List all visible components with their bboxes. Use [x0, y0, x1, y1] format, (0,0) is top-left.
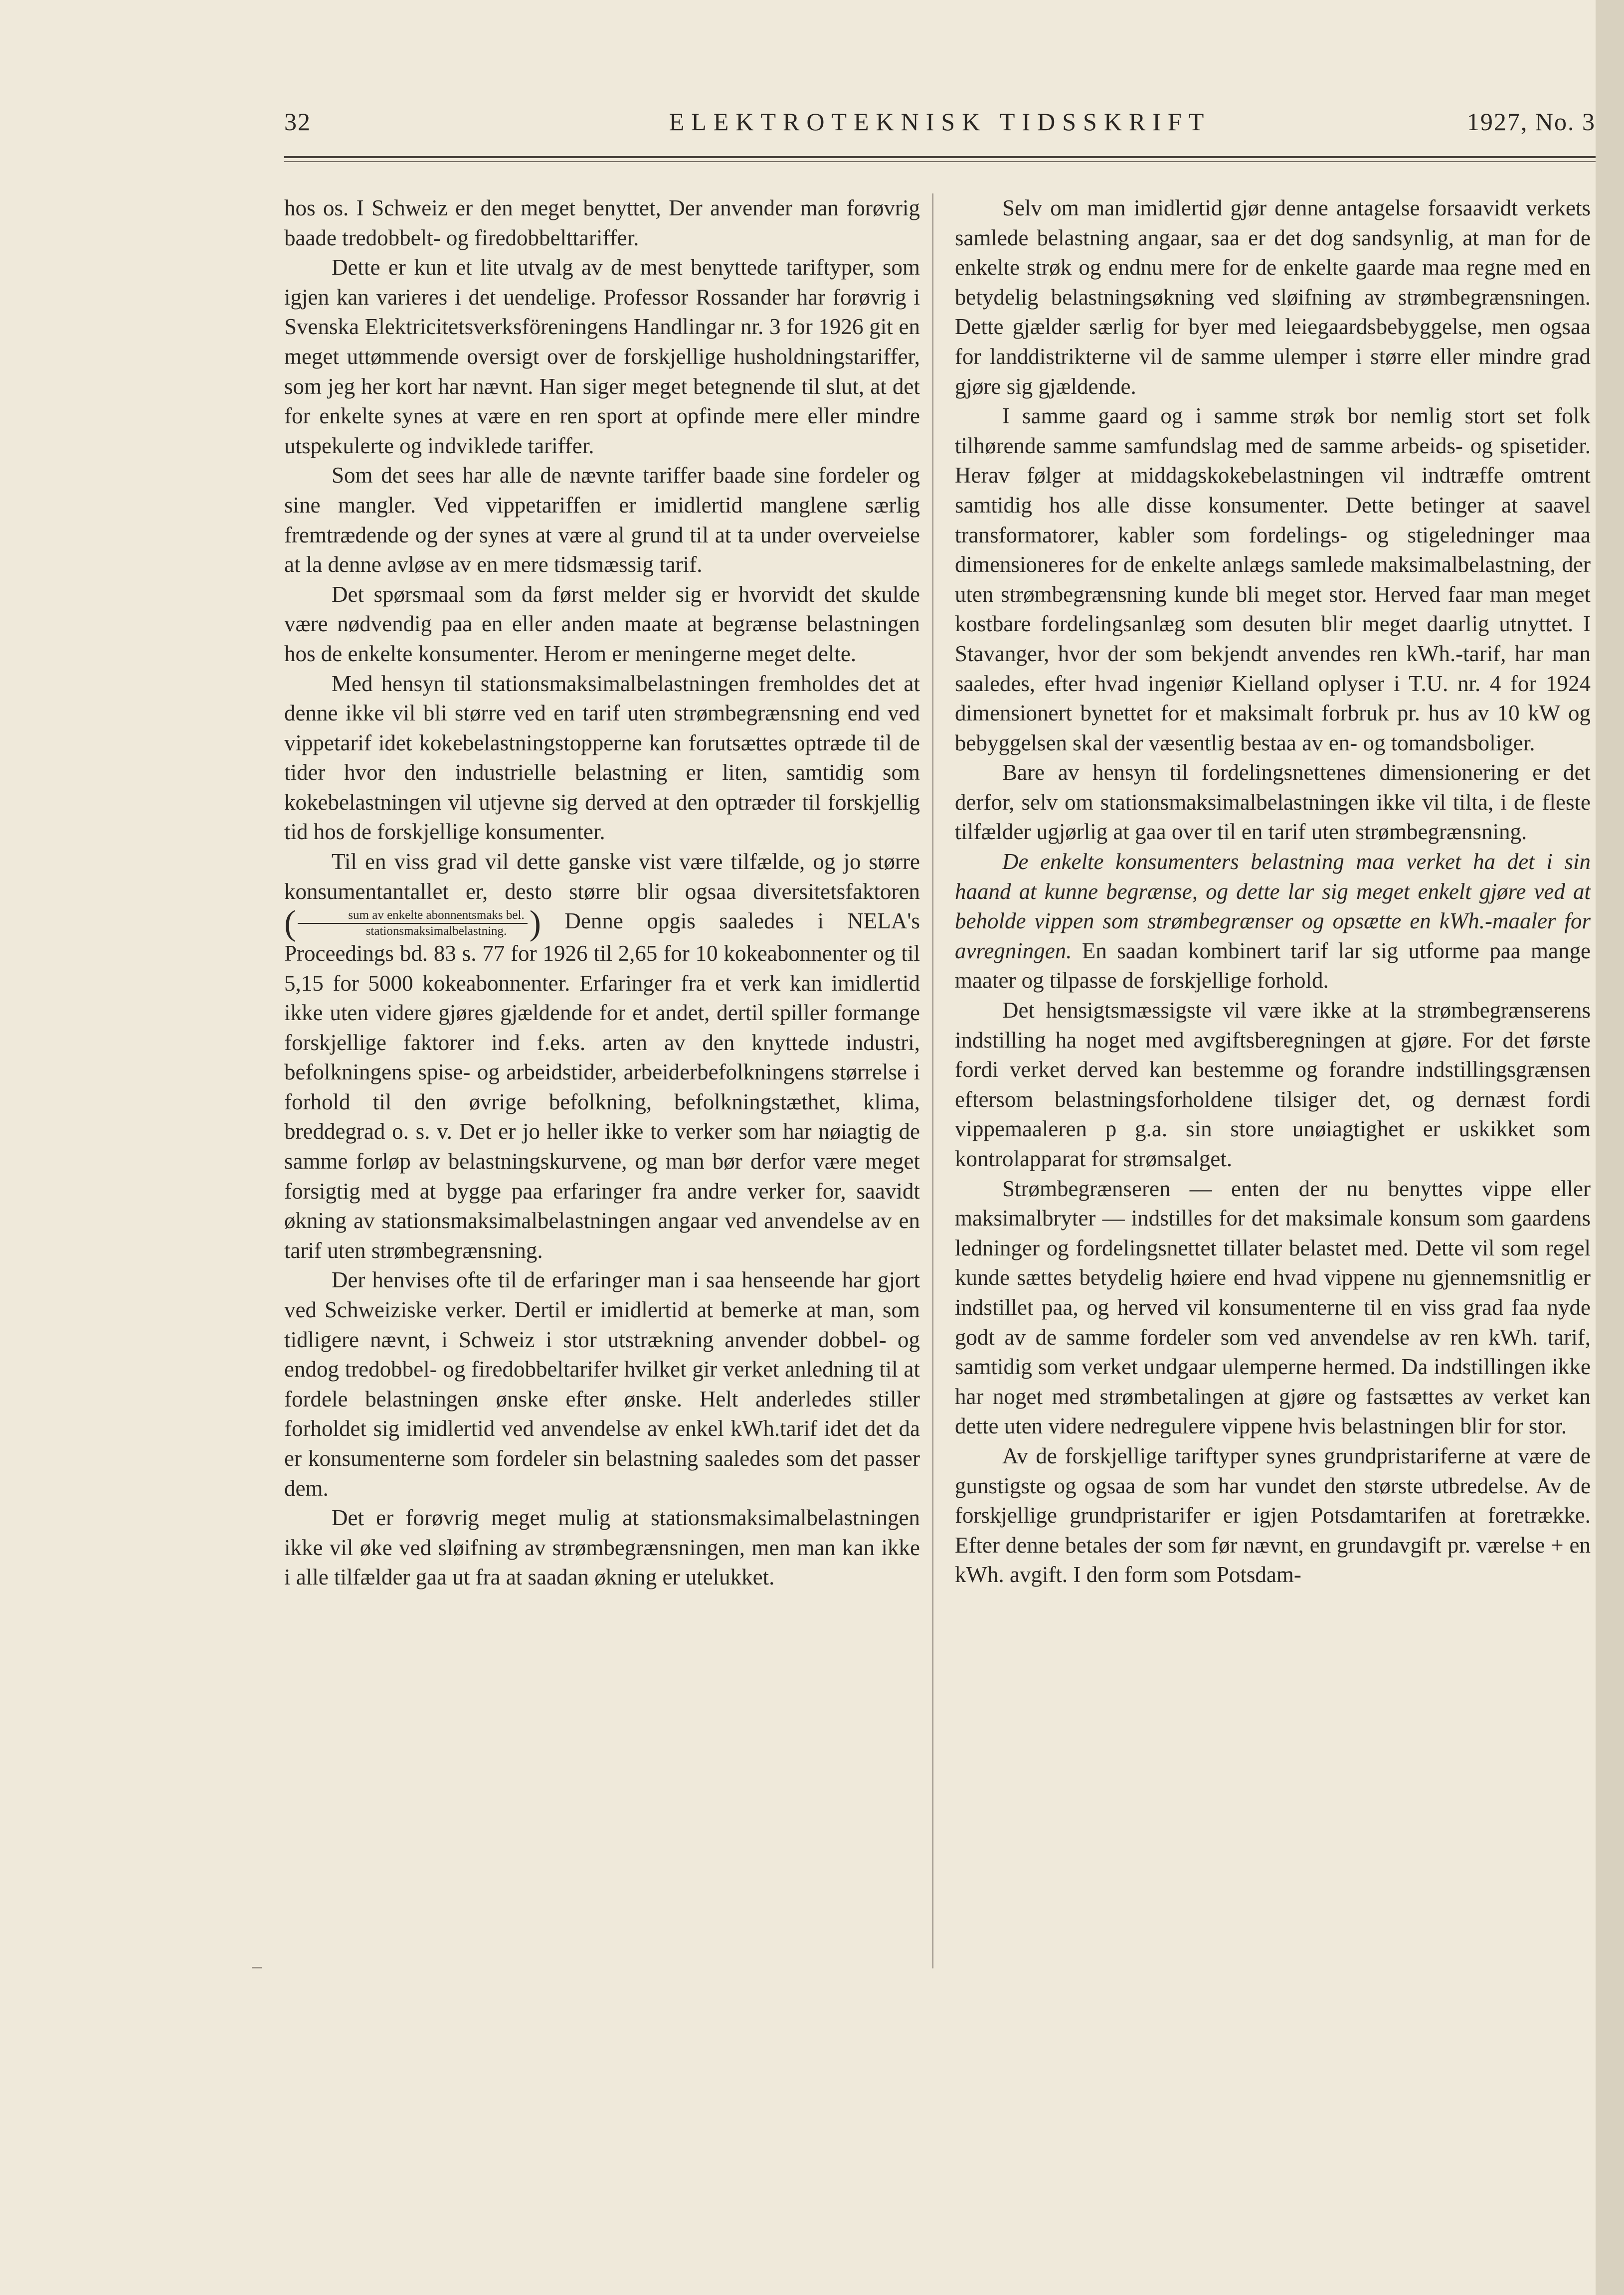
paragraph: Der henvises ofte til de erfaringer man i saa henseende har gjort ved Schweiziske verker. Dertil er imidlertid at bemerke at man, som tidligere nævnt, i Schweiz i stor utstrækning anvender dobbel- og endog tredobbel- og firedobbeltarifer hvilket gir verket anledning til at fordele belastningen ønske efter ønske. Helt anderledes stiller forholdet sig imidlertid ved anvendelse av enkel kWh.tarif idet det da er konsumenterne som fordeler sin belastning saaledes som det passer dem.	[284, 1267, 920, 1501]
journal-title: ELEKTROTEKNISK TIDSSKRIFT	[669, 108, 1211, 136]
italic-statement: De enkelte konsumenters belastning maa verket ha det i sin haand at kunne begrænse, og dette lar sig meget enkelt gjøre ved at beholde vippen som strømbegrænser og opsætte en kWh.-maaler for avregningen.	[955, 849, 1591, 963]
paragraph-tail: En saadan kombinert tarif lar sig utforme paa mange maater og tilpasse de forskjellige forhold.	[955, 938, 1591, 993]
paragraph: Av de forskjellige tariftyper synes grundpristariferne at være de gunstigste og ogsaa de som har vundet den største utbredelse. Av de forskjellige grundpristarifer er igjen Potsdamtarifen at foretrække. Efter denne betales der som før nævnt, en grundavgift pr. værelse + en kWh. avgift. I den form som Potsdam-	[955, 1443, 1591, 1588]
emphasized-paragraph	[955, 847, 1591, 996]
running-header	[284, 107, 1596, 137]
paragraph: Dette er kun et lite utvalg av de mest benyttede tariftyper, som igjen kan varieres i det uendelige. Professor Rossander har forøvrig i Svenska Elektricitetsverksföreningens Handlingar nr. 3 for 1926 git en meget uttømmende oversigt over de forskjellige husholdningstariffer, som jeg her kort har nævnt. Han siger meget betegnende til slut, at det for enkelte synes at være en ren sport at opfinde mere eller mindre utspekulerte og indviklede tariffer.	[284, 255, 920, 458]
header-rule-thin	[284, 161, 1596, 162]
page-number: 32	[284, 108, 311, 136]
paragraph-with-formula	[284, 847, 920, 1265]
formula-trail-text: Denne opgis saaledes i NELA's Proceedings bd. 83 s. 77 for 1926 til 2,65 for 10 kokeabonnenter og til 5,15 for 5000 kokeabonnenter. Erfaringer fra et verk kan imidlertid ikke uten videre gjøres gjældende for et andet, dertil spiller formange forskjellige faktorer ind f.eks. arten av den knyttede industri, befolkningens spise- og arbeidstider, arbeiderbefolkningens størrelse i forhold til den øvrige befolkning, befolkningstæthet, klima, breddegrad o. s. v. Det er jo heller ikke to verker som har nøiagtig de samme forløp av belastningskurvene, og man bør derfor være meget forsigtig med at bygge paa erfaringer fra andre verker for, saavidt økning av stationsmaksimalbelastningen angaar ved anvendelse av en tarif uten strømbegrænsning.	[284, 908, 920, 1263]
page-binding-edge	[1596, 0, 1624, 2295]
paragraph: Det hensigtsmæssigste vil være ikke at la strømbegrænserens indstilling ha noget med avgiftsberegningen at gjøre. For det første fordi verket derved kan bestemme og forandre indstillingsgrænsen eftersom belastningsforholdene tilsiger det, og dernæst fordi vippemaaleren p g.a. sin store unøiagtighet er uskikket som kontrolapparat for strømsalget.	[955, 998, 1591, 1171]
paragraph: Det er forøvrig meget mulig at stationsmaksimalbelastningen ikke vil øke ved sløifning av strømbegrænsningen, men man kan ikke i alle tilfælder gaa ut fra at saadan økning er utelukket.	[284, 1505, 920, 1590]
paragraph: Bare av hensyn til fordelingsnettenes dimensionering er det derfor, selv om stationsmaksimalbelastningen ikke vil tilta, i de fleste tilfælder ugjørlig at gaa over til en tarif uten strømbegrænsning.	[955, 760, 1591, 845]
fraction-denominator: stationsmaksimalbelastning.	[365, 924, 507, 938]
diversity-factor-formula: ( $\frac{\text{sum av enkelte abonnentsmaks bel.}}{\text{stationsmaksimalbelastning.}}$ )	[284, 904, 541, 943]
column-divider	[932, 193, 933, 1968]
formula-lead-text: Til en viss grad vil dette ganske vist være tilfælde, og jo større konsumentantallet er, desto større blir ogsaa diversitetsfaktoren	[284, 849, 920, 904]
issue-label: 1927, No. 3	[1466, 108, 1596, 136]
paragraph: Som det sees har alle de nævnte tariffer baade sine fordeler og sine mangler. Ved vippetariffen er imidlertid manglene særlig fremtrædende og der synes at være al grund til at ta under overveielse at la denne avløse av en mere tidsmæssig tarif.	[284, 463, 920, 577]
paragraph: Med hensyn til stationsmaksimalbelastningen fremholdes det at denne ikke vil bli større ved en tarif uten strømbegrænsning end ved vippetarif idet kokebelastningstopperne kan forutsættes optræde til de tider hvor den industrielle belastning er liten, samtidig som kokebelastningen vil utjevne sig derved at den optræder til forskjellig tid hos de forskjellige konsumenter.	[284, 671, 920, 845]
paragraph: I samme gaard og i samme strøk bor nemlig stort set folk tilhørende samme samfundslag med de samme arbeids- og spisetider. Herav følger at middagskokebelastningen vil indtræffe omtrent samtidig hos alle disse konsumenter. Dette betinger at saavel transformatorer, kabler som fordelings- og stigeledninger maa dimensioneres for de enkelte anlægs samlede maksimalbelastning, der uten strømbegrænsning kunde bli meget stor. Herved faar man meget kostbare fordelingsanlæg som desuten blir meget daarlig utnyttet. I Stavanger, hvor der som bekjendt anvendes ren kWh.-tarif, har man saaledes, efter hvad ingeniør Kielland oplyser i T.U. nr. 4 for 1924 dimensionert bynettet for et maksimalt forbruk pr. hus av 10 kW og bebyggelsen skal der væsentlig bestaa av en- og tomandsboliger.	[955, 403, 1591, 755]
fraction	[298, 908, 527, 939]
margin-mark	[252, 1967, 262, 1968]
left-column	[284, 193, 920, 1592]
fraction-numerator: sum av enkelte abonnentsmaks bel.	[298, 908, 527, 924]
paragraph: Strømbegrænseren — enten der nu benyttes vippe eller maksimalbryter — indstilles for det maksimale konsum som gaardens ledninger og fordelingsnettet tillater belastet med. Dette vil som regel kunde sættes betydelig høiere end hvad vippene nu gjennemsnitlig er indstillet paa, og herved vil konsumenterne til en viss grad faa nyde godt av de samme fordeler som ved anvendelse av ren kWh. tarif, samtidig som verket undgaar ulemperne hermed. Da indstillingen ikke har noget med strømbetalingen at gjøre og fastsættes av verket kan dette uten videre nedregulere vippene hvis belastningen blir for stor.	[955, 1176, 1591, 1439]
paragraph: Selv om man imidlertid gjør denne antagelse forsaavidt verkets samlede belastning angaar, saa er det dog sandsynlig, at man for de enkelte strøk og endnu mere for de enkelte gaarde maa regne med en betydelig belastningsøkning ved sløifning av strømbegrænsningen. Dette gjælder særlig for byer med leiegaardsbebyggelse, men ogsaa for landdistrikterne vil de samme ulemper i større eller mindre grad gjøre sig gjældende.	[955, 195, 1591, 399]
header-rule	[284, 156, 1596, 158]
paragraph: hos os. I Schweiz er den meget benyttet, Der anvender man forøvrig baade tredobbelt- og firedobbelttariffer.	[284, 195, 920, 250]
paragraph: Det spørsmaal som da først melder sig er hvorvidt det skulde være nødvendig paa en eller anden maate at begrænse belastningen hos de enkelte konsumenter. Herom er meningerne meget delte.	[284, 581, 920, 666]
right-column	[955, 193, 1591, 1590]
